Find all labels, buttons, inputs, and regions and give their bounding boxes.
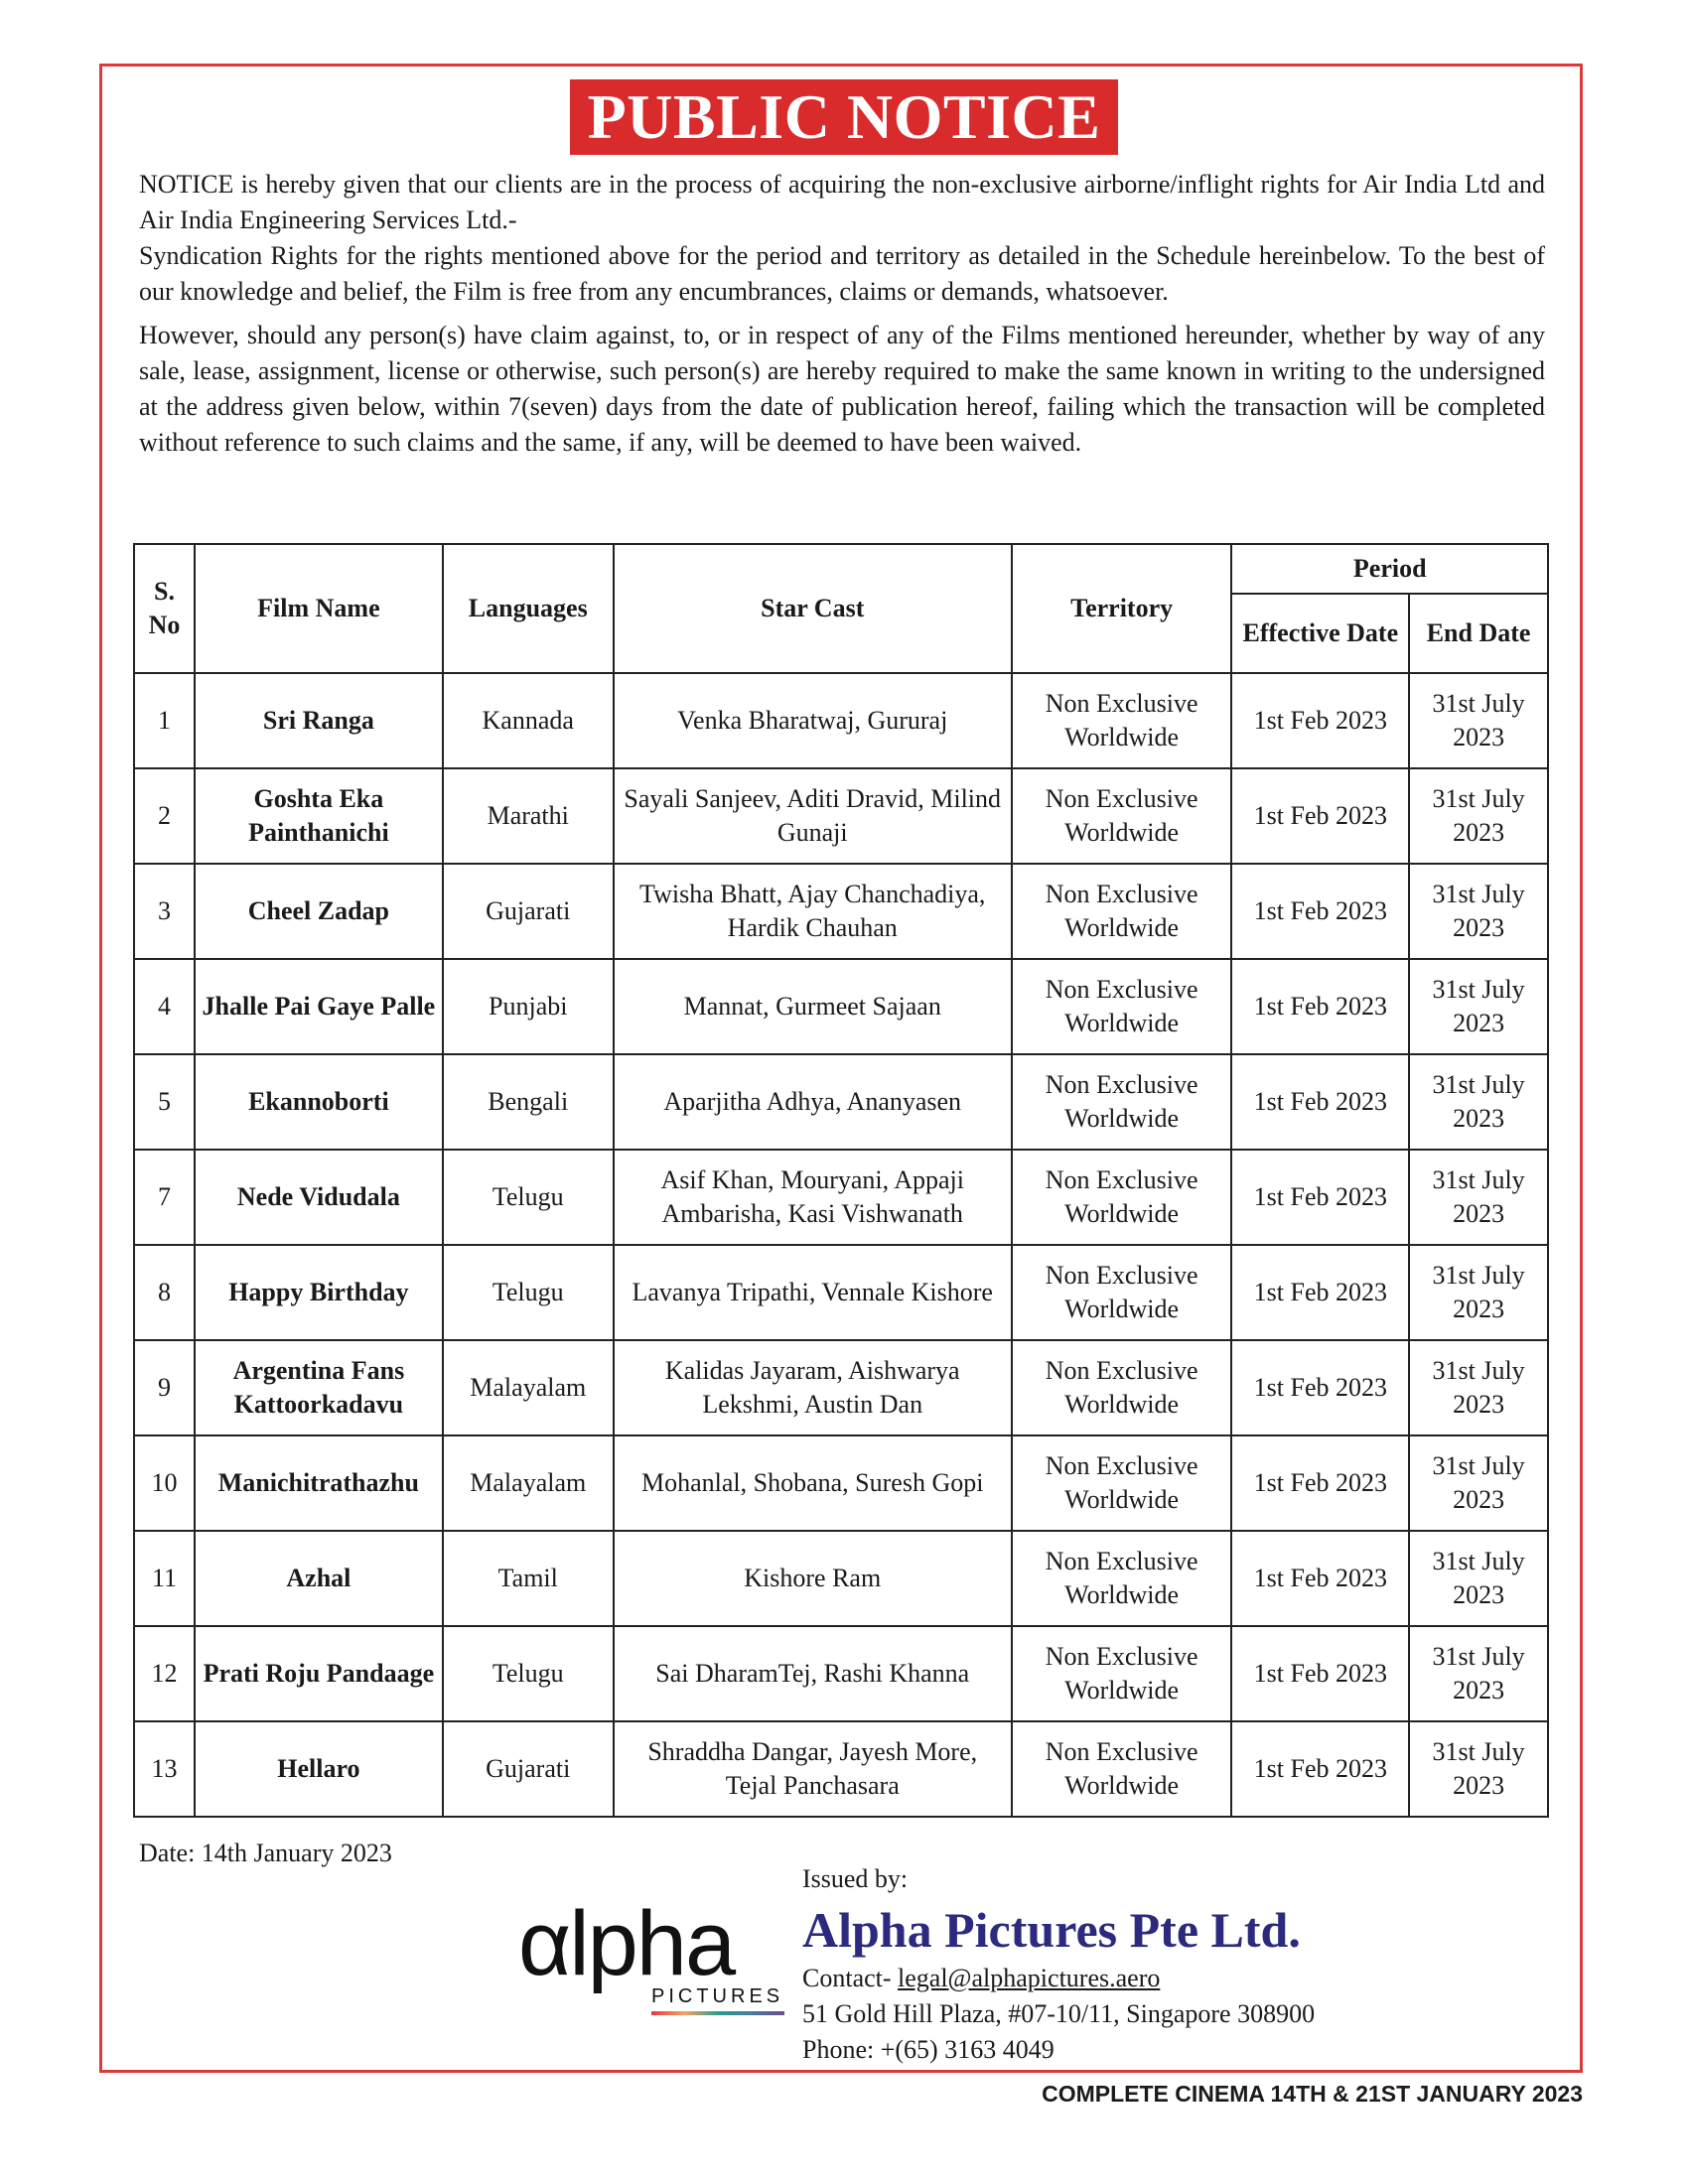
publication-footer: COMPLETE CINEMA 14TH & 21ST JANUARY 2023 <box>1042 2081 1583 2107</box>
header-star-cast: Star Cast <box>614 544 1012 673</box>
cell-star-cast: Shraddha Dangar, Jayesh More, Tejal Panchasara <box>614 1721 1012 1817</box>
table-row <box>134 673 1548 768</box>
notice-body <box>139 167 1545 461</box>
cell-sno: 9 <box>134 1340 195 1435</box>
cell-language: Kannada <box>443 673 614 768</box>
cell-language: Malayalam <box>443 1435 614 1531</box>
cell-film-name: Ekannoborti <box>195 1054 443 1150</box>
cell-territory: Non Exclusive Worldwide <box>1012 1721 1232 1817</box>
cell-effective-date: 1st Feb 2023 <box>1231 864 1409 959</box>
cell-effective-date: 1st Feb 2023 <box>1231 1721 1409 1817</box>
cell-language: Telugu <box>443 1245 614 1340</box>
company-address: 51 Gold Hill Plaza, #07-10/11, Singapore 308900 <box>802 1999 1316 2028</box>
cell-star-cast: Twisha Bhatt, Ajay Chanchadiya, Hardik Chauhan <box>614 864 1012 959</box>
paragraph-2: Syndication Rights for the rights mentioned above for the period and territory as detailed in the Schedule hereinbelow. To the best of our knowledge and belief, the Film is free from any encumbrances, claims or demands, whatsoever. <box>139 241 1545 306</box>
cell-film-name: Happy Birthday <box>195 1245 443 1340</box>
table-row <box>134 1531 1548 1626</box>
cell-sno: 13 <box>134 1721 195 1817</box>
cell-end-date: 31st July 2023 <box>1409 1435 1548 1531</box>
cell-star-cast: Kalidas Jayaram, Aishwarya Lekshmi, Austin Dan <box>614 1340 1012 1435</box>
cell-end-date: 31st July 2023 <box>1409 1340 1548 1435</box>
contact-line <box>802 1961 1315 1996</box>
cell-territory: Non Exclusive Worldwide <box>1012 864 1232 959</box>
cell-star-cast: Aparjitha Adhya, Ananyasen <box>614 1054 1012 1150</box>
cell-film-name: Goshta Eka Painthanichi <box>195 768 443 864</box>
cell-end-date: 31st July 2023 <box>1409 768 1548 864</box>
table-row <box>134 959 1548 1054</box>
cell-language: Malayalam <box>443 1340 614 1435</box>
cell-end-date: 31st July 2023 <box>1409 864 1548 959</box>
cell-film-name: Hellaro <box>195 1721 443 1817</box>
header-end-date: End Date <box>1409 594 1548 673</box>
cell-end-date: 31st July 2023 <box>1409 1150 1548 1245</box>
cell-territory: Non Exclusive Worldwide <box>1012 1531 1232 1626</box>
cell-language: Gujarati <box>443 864 614 959</box>
cell-territory: Non Exclusive Worldwide <box>1012 959 1232 1054</box>
table-row <box>134 768 1548 864</box>
cell-sno: 7 <box>134 1150 195 1245</box>
cell-film-name: Jhalle Pai Gaye Palle <box>195 959 443 1054</box>
cell-sno: 2 <box>134 768 195 864</box>
header-territory: Territory <box>1012 544 1232 673</box>
cell-language: Tamil <box>443 1531 614 1626</box>
paragraph-1: NOTICE is hereby given that our clients are in the process of acquiring the non-exclusive airborne/inflight rights for Air India Ltd and Air India Engineering Services Ltd.- <box>139 170 1545 234</box>
cell-language: Telugu <box>443 1626 614 1721</box>
table-row <box>134 1435 1548 1531</box>
cell-film-name: Azhal <box>195 1531 443 1626</box>
notice-date: Date: 14th January 2023 <box>139 1839 392 1867</box>
cell-effective-date: 1st Feb 2023 <box>1231 1054 1409 1150</box>
film-schedule-table <box>133 543 1549 1818</box>
cell-territory: Non Exclusive Worldwide <box>1012 1435 1232 1531</box>
cell-star-cast: Mohanlal, Shobana, Suresh Gopi <box>614 1435 1012 1531</box>
cell-effective-date: 1st Feb 2023 <box>1231 1435 1409 1531</box>
cell-sno: 3 <box>134 864 195 959</box>
alpha-pictures-logo: αlpha PICTURES <box>518 1892 786 2015</box>
contact-email-link[interactable]: legal@alphapictures.aero <box>898 1964 1161 1992</box>
cell-end-date: 31st July 2023 <box>1409 1245 1548 1340</box>
contact-block <box>802 1961 1315 2068</box>
table-row <box>134 1245 1548 1340</box>
cell-end-date: 31st July 2023 <box>1409 1054 1548 1150</box>
cell-sno: 1 <box>134 673 195 768</box>
cell-star-cast: Lavanya Tripathi, Vennale Kishore <box>614 1245 1012 1340</box>
cell-language: Telugu <box>443 1150 614 1245</box>
cell-sno: 4 <box>134 959 195 1054</box>
table-row <box>134 1150 1548 1245</box>
cell-film-name: Manichitrathazhu <box>195 1435 443 1531</box>
cell-effective-date: 1st Feb 2023 <box>1231 1531 1409 1626</box>
cell-film-name: Argentina Fans Kattoorkadavu <box>195 1340 443 1435</box>
cell-effective-date: 1st Feb 2023 <box>1231 1626 1409 1721</box>
header-period: Period <box>1231 544 1548 594</box>
contact-label: Contact- <box>802 1964 892 1992</box>
table-row <box>134 1626 1548 1721</box>
cell-star-cast: Venka Bharatwaj, Gururaj <box>614 673 1012 768</box>
cell-territory: Non Exclusive Worldwide <box>1012 1054 1232 1150</box>
cell-language: Marathi <box>443 768 614 864</box>
cell-sno: 10 <box>134 1435 195 1531</box>
cell-effective-date: 1st Feb 2023 <box>1231 673 1409 768</box>
header-film-name: Film Name <box>195 544 443 673</box>
header-languages: Languages <box>443 544 614 673</box>
cell-territory: Non Exclusive Worldwide <box>1012 768 1232 864</box>
issued-by-label: Issued by: <box>802 1864 909 1893</box>
cell-effective-date: 1st Feb 2023 <box>1231 959 1409 1054</box>
cell-effective-date: 1st Feb 2023 <box>1231 1245 1409 1340</box>
cell-film-name: Prati Roju Pandaage <box>195 1626 443 1721</box>
cell-territory: Non Exclusive Worldwide <box>1012 673 1232 768</box>
notice-title: PUBLIC NOTICE <box>570 79 1119 155</box>
cell-end-date: 31st July 2023 <box>1409 1626 1548 1721</box>
paragraph-3: However, should any person(s) have claim against, to, or in respect of any of the Films mentioned hereunder, whether by way of any sale, lease, assignment, license or otherwise, such person(s) are hereby required to make the same known in writing to the undersigned at the address given below, within 7(seven) days from the date of publication hereof, failing which the transaction will be completed without reference to such claims and the same, if any, will be deemed to have been waived. <box>139 321 1545 457</box>
company-name: Alpha Pictures Pte Ltd. <box>802 1902 1301 1958</box>
cell-territory: Non Exclusive Worldwide <box>1012 1340 1232 1435</box>
table-body <box>134 673 1548 1817</box>
cell-star-cast: Kishore Ram <box>614 1531 1012 1626</box>
cell-star-cast: Sayali Sanjeev, Aditi Dravid, Milind Gunaji <box>614 768 1012 864</box>
cell-language: Gujarati <box>443 1721 614 1817</box>
cell-effective-date: 1st Feb 2023 <box>1231 768 1409 864</box>
cell-language: Punjabi <box>443 959 614 1054</box>
cell-sno: 11 <box>134 1531 195 1626</box>
cell-territory: Non Exclusive Worldwide <box>1012 1150 1232 1245</box>
table-row <box>134 1340 1548 1435</box>
table-row <box>134 864 1548 959</box>
cell-effective-date: 1st Feb 2023 <box>1231 1150 1409 1245</box>
header-effective-date: Effective Date <box>1231 594 1409 673</box>
cell-star-cast: Sai DharamTej, Rashi Khanna <box>614 1626 1012 1721</box>
cell-film-name: Sri Ranga <box>195 673 443 768</box>
cell-sno: 12 <box>134 1626 195 1721</box>
cell-territory: Non Exclusive Worldwide <box>1012 1626 1232 1721</box>
cell-effective-date: 1st Feb 2023 <box>1231 1340 1409 1435</box>
cell-end-date: 31st July 2023 <box>1409 673 1548 768</box>
cell-star-cast: Asif Khan, Mouryani, Appaji Ambarisha, Kasi Vishwanath <box>614 1150 1012 1245</box>
cell-film-name: Cheel Zadap <box>195 864 443 959</box>
cell-sno: 5 <box>134 1054 195 1150</box>
table-row <box>134 1721 1548 1817</box>
cell-territory: Non Exclusive Worldwide <box>1012 1245 1232 1340</box>
table-row <box>134 1054 1548 1150</box>
cell-star-cast: Mannat, Gurmeet Sajaan <box>614 959 1012 1054</box>
cell-sno: 8 <box>134 1245 195 1340</box>
cell-end-date: 31st July 2023 <box>1409 1531 1548 1626</box>
cell-end-date: 31st July 2023 <box>1409 1721 1548 1817</box>
header-sno: S. No <box>134 544 195 673</box>
cell-end-date: 31st July 2023 <box>1409 959 1548 1054</box>
cell-film-name: Nede Vidudala <box>195 1150 443 1245</box>
company-phone: Phone: +(65) 3163 4049 <box>802 2035 1055 2064</box>
cell-language: Bengali <box>443 1054 614 1150</box>
